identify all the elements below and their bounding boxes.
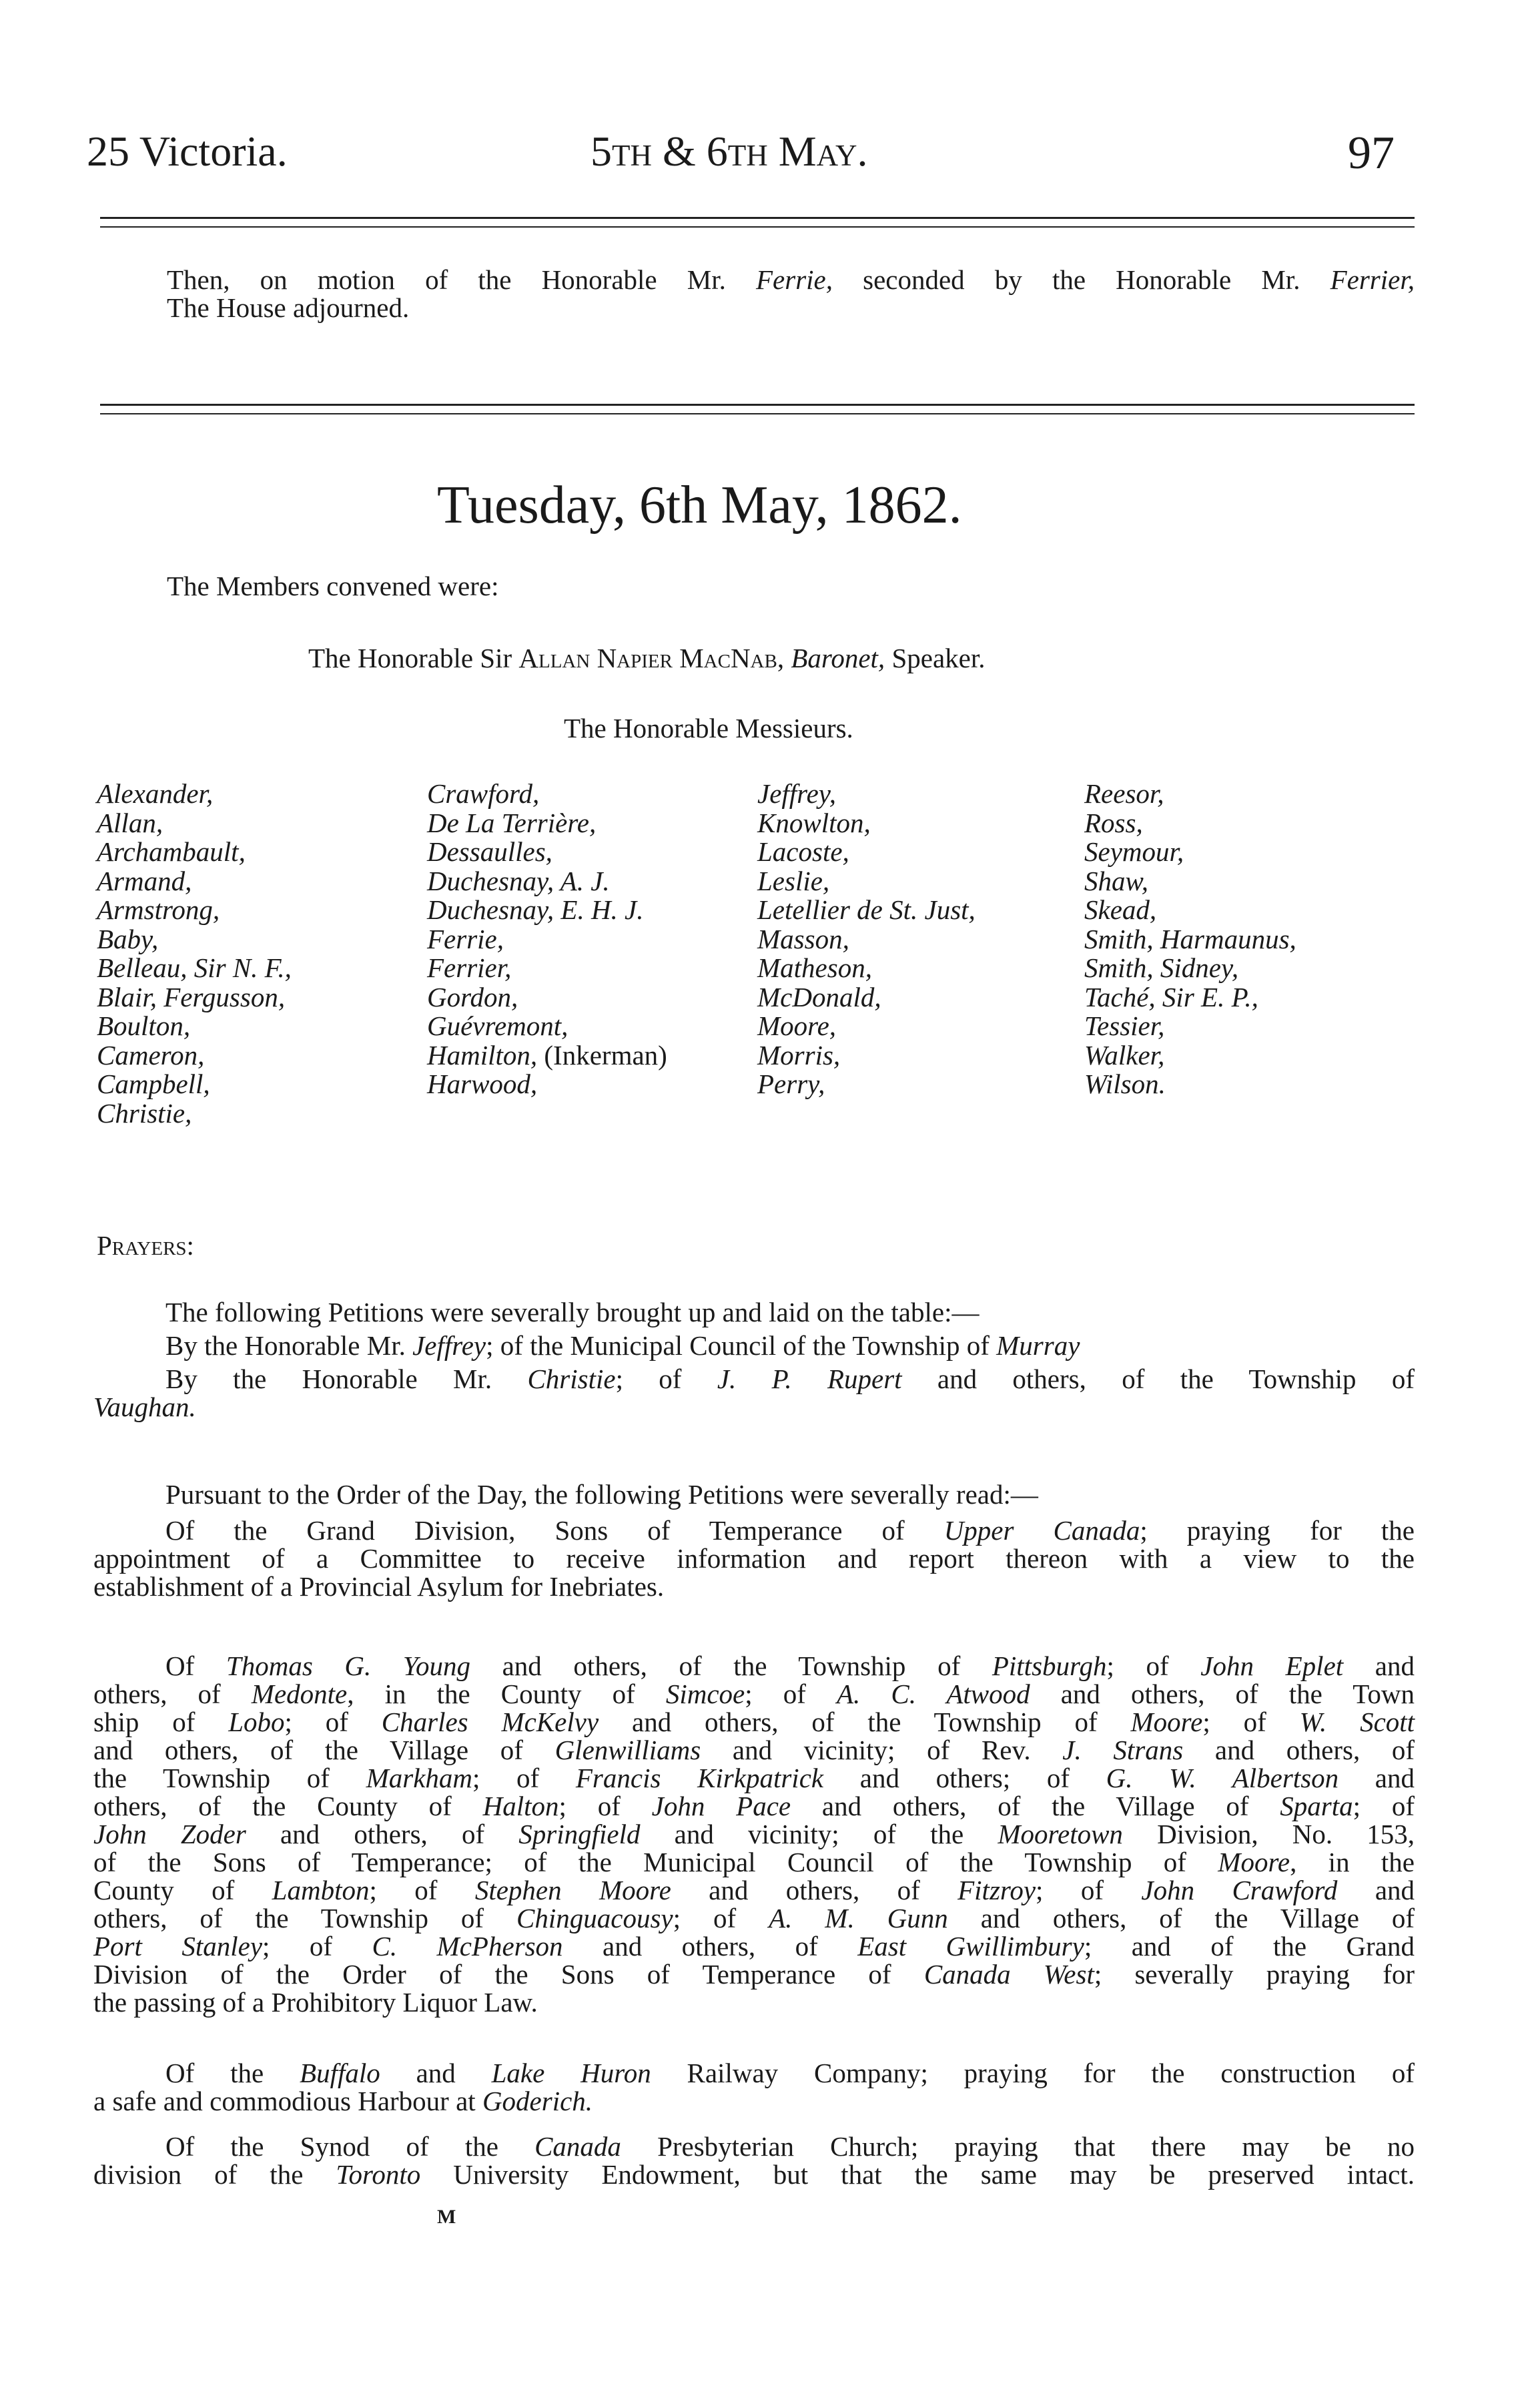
prohibitory-segment: ; of [558, 1791, 652, 1821]
prohibitory-line [93, 1988, 1415, 2016]
order-block [93, 1480, 1415, 1600]
synod-line-1: Of the Synod of the Canada Presbyterian Church; praying that there may be no [165, 2131, 1415, 2162]
prohibitory-segment: ship of [93, 1707, 229, 1737]
date-heading: Tuesday, 6th May, 1862. [437, 476, 962, 535]
prohibitory-segment: and others, of the Village of [947, 1903, 1415, 1933]
prohibitory-line [93, 1876, 1415, 1904]
prohibitory-segment: Moore [1130, 1707, 1203, 1737]
member-name: Gordon, [427, 981, 518, 1012]
member-name-with-note: Hamilton, (Inkerman) [427, 1039, 667, 1071]
page-number: 97 [1348, 127, 1395, 179]
member-name: Ferrier, [427, 952, 512, 983]
prohibitory-segment: Of [165, 1650, 226, 1681]
buffalo-line-2: a safe and commodious Harbour at Goderich. [93, 2086, 593, 2116]
member-name: Crawford, [427, 778, 540, 809]
prohibitory-segment: J. Strans [1062, 1735, 1184, 1765]
member-name: Alexander, [97, 778, 214, 809]
speaker-line: The Honorable Sir Allan Napier MacNab, Baronet, Speaker. [308, 643, 986, 673]
member-name: Knowlton, [757, 807, 871, 838]
prohibitory-segment: W. Scott [1299, 1707, 1415, 1737]
members-column-2 [427, 780, 667, 1099]
member-name: Allan, [97, 807, 163, 838]
grand-division-line-3: establishment of a Provincial Asylum for Inebriates. [93, 1571, 665, 1602]
prohibitory-segment: and others, of the Village of [93, 1735, 555, 1765]
prohibitory-segment: Chinguacousy [516, 1903, 673, 1933]
prohibitory-line [93, 1820, 1415, 1848]
prohibitory-line [93, 1904, 1415, 1932]
prohibitory-line [93, 1680, 1415, 1708]
prohibitory-segment: Canada West [923, 1959, 1094, 1990]
prohibitory-petitions-paragraph [93, 1652, 1415, 2016]
prohibitory-segment: Glenwilliams [554, 1735, 701, 1765]
prohibitory-segment: G. W. Albertson [1106, 1763, 1339, 1793]
prohibitory-segment: Division, No. 153, [1122, 1819, 1415, 1849]
prohibitory-segment: others, of the County of [93, 1791, 483, 1821]
prohibitory-segment: ; of [673, 1903, 769, 1933]
prohibitory-segment: Port Stanley [93, 1931, 263, 1962]
prohibitory-segment: Moore [1218, 1847, 1290, 1877]
member-name: Jeffrey, [757, 778, 836, 809]
prohibitory-segment: C. McPherson [372, 1931, 563, 1962]
prohibitory-segment: Division of the Order of the Sons of Temperance of [93, 1959, 924, 1990]
member-name: Walker, [1084, 1039, 1165, 1071]
running-header-left: 25 Victoria. [87, 127, 288, 175]
prohibitory-segment: and [1337, 1875, 1415, 1905]
prohibitory-segment: A. M. Gunn [769, 1903, 948, 1933]
prohibitory-segment: ; of [745, 1679, 837, 1709]
prohibitory-segment: John Eplet [1200, 1650, 1344, 1681]
prohibitory-segment: Pittsburgh [992, 1650, 1107, 1681]
member-note: (Inkerman) [544, 1039, 667, 1071]
prohibitory-segment: and others; of [823, 1763, 1106, 1793]
order-intro: Pursuant to the Order of the Day, the following Petitions were severally read:— [165, 1479, 1038, 1510]
member-name: Belleau, Sir N. F., [97, 952, 292, 983]
prohibitory-segment: Lobo [228, 1707, 285, 1737]
prohibitory-segment: and others, of [562, 1931, 858, 1962]
prohibitory-line [93, 1736, 1415, 1764]
member-name: Matheson, [757, 952, 872, 983]
prohibitory-segment: ; of [472, 1763, 576, 1793]
prohibitory-segment: others, of [93, 1679, 252, 1709]
prohibitory-segment: ; of [1106, 1650, 1201, 1681]
adjourn-line-1: Then, on motion of the Honorable Mr. Ferrie, seconded by the Honorable Mr. Ferrier, [167, 264, 1415, 295]
convened-line: The Members convened were: [167, 571, 499, 601]
member-name: Masson, [757, 923, 849, 954]
prohibitory-segment: Medonte [251, 1679, 348, 1709]
member-name: Ross, [1084, 807, 1143, 838]
member-name: Boulton, [97, 1010, 191, 1041]
member-name: Armstrong, [97, 894, 220, 925]
prayers-heading: Prayers: [97, 1230, 194, 1261]
prohibitory-segment: Mooretown [998, 1819, 1123, 1849]
prohibitory-line [93, 1652, 1415, 1680]
prohibitory-segment: ; of [1036, 1875, 1142, 1905]
petitions-intro: The following Petitions were severally brought up and laid on the table:— [165, 1297, 980, 1327]
member-name: Leslie, [757, 865, 830, 896]
prohibitory-segment: the Township of [93, 1763, 366, 1793]
buffalo-paragraph [93, 2059, 1415, 2115]
member-name: Duchesnay, E. H. J. [427, 894, 644, 925]
prohibitory-segment: Springfield [518, 1819, 641, 1849]
section-rule-bottom [100, 413, 1415, 414]
prohibitory-segment: ; of [262, 1931, 372, 1962]
member-name: Smith, Harmaunus, [1084, 923, 1296, 954]
prohibitory-segment: ; and of the Grand [1084, 1931, 1415, 1962]
messieurs-heading: The Honorable Messieurs. [564, 713, 853, 743]
member-name: Guévremont, [427, 1010, 568, 1041]
prohibitory-segment: John Pace [651, 1791, 791, 1821]
prohibitory-segment: , in the County of [347, 1679, 666, 1709]
member-name: Baby, [97, 923, 159, 954]
section-rule-top [100, 404, 1415, 406]
member-name: Campbell, [97, 1069, 210, 1099]
member-name: Reesor, [1084, 778, 1164, 809]
prohibitory-segment: and vicinity; of Rev. [701, 1735, 1063, 1765]
member-name: Perry, [757, 1069, 825, 1099]
prohibitory-segment: A. C. Atwood [836, 1679, 1030, 1709]
prohibitory-segment: County of [93, 1875, 272, 1905]
prohibitory-segment: and others, of the Township of [470, 1650, 992, 1681]
member-name: McDonald, [757, 981, 881, 1012]
prohibitory-line [93, 1960, 1415, 1988]
member-name: Seymour, [1084, 836, 1184, 867]
member-name: Blair, Fergusson, [97, 981, 286, 1012]
prohibitory-segment: John Zoder [93, 1819, 246, 1849]
prohibitory-segment: the passing of a Prohibitory Liquor Law. [93, 1987, 538, 2018]
header-rule-bottom [100, 226, 1415, 228]
prohibitory-segment: Stephen Moore [474, 1875, 671, 1905]
member-name: Wilson. [1084, 1069, 1166, 1099]
synod-line-2: division of the Toronto University Endowment, but that the same may be preserved intact. [93, 2159, 1415, 2190]
prohibitory-segment: Sparta [1280, 1791, 1353, 1821]
prohibitory-segment: Simcoe [665, 1679, 745, 1709]
prohibitory-segment: Francis Kirkpatrick [575, 1763, 824, 1793]
members-column-1 [97, 780, 292, 1128]
petitions-block [93, 1298, 1415, 1421]
member-name: Taché, Sir E. P., [1084, 981, 1258, 1012]
prohibitory-line [93, 1764, 1415, 1792]
member-name: Smith, Sidney, [1084, 952, 1239, 983]
petition-jeffrey: By the Honorable Mr. Jeffrey; of the Municipal Council of the Township of Murray [165, 1330, 1080, 1361]
prohibitory-segment: ; of [1353, 1791, 1415, 1821]
header-rule-top [100, 217, 1415, 219]
prohibitory-segment: Halton [482, 1791, 559, 1821]
prohibitory-segment: Thomas G. Young [226, 1650, 470, 1681]
prohibitory-segment: and others, of [1183, 1735, 1415, 1765]
member-name: Armand, [97, 865, 192, 896]
adjourn-line-2: The House adjourned. [167, 292, 410, 323]
prohibitory-segment: ; severally praying for [1094, 1959, 1415, 1990]
prohibitory-segment: of the Sons of Temperance; of the Municipal Council of the Township of [93, 1847, 1218, 1877]
grand-division-line-1: Of the Grand Division, Sons of Temperance of Upper Canada; praying for the [165, 1515, 1415, 1546]
member-name: Tessier, [1084, 1010, 1165, 1041]
prohibitory-line [93, 1792, 1415, 1820]
member-name: Archambault, [97, 836, 246, 867]
petition-christie: By the Honorable Mr. Christie; of J. P. Rupert and others, of the Township of [165, 1364, 1415, 1394]
prohibitory-segment: and others, of the Village of [791, 1791, 1280, 1821]
member-name: Dessaulles, [427, 836, 552, 867]
prohibitory-line [93, 1708, 1415, 1736]
member-name: Duchesnay, A. J. [427, 865, 610, 896]
member-name: Morris, [757, 1039, 841, 1071]
prohibitory-segment: others, of the Township of [93, 1903, 517, 1933]
prohibitory-segment: East Gwillimbury [857, 1931, 1084, 1962]
prohibitory-segment: Lambton [272, 1875, 370, 1905]
synod-paragraph [93, 2132, 1415, 2188]
member-name: Cameron, [97, 1039, 205, 1071]
adjourn-paragraph [167, 266, 1415, 322]
running-header-center: 5th & 6th May. [591, 127, 868, 175]
prohibitory-segment: ; of [1202, 1707, 1300, 1737]
member-name: De La Terrière, [427, 807, 597, 838]
prohibitory-segment: Markham [366, 1763, 473, 1793]
prohibitory-segment: ; of [369, 1875, 475, 1905]
member-name: Shaw, [1084, 865, 1149, 896]
prohibitory-segment: and vicinity; of the [640, 1819, 998, 1849]
prohibitory-segment: ; of [284, 1707, 382, 1737]
grand-division-line-2: appointment of a Committee to receive information and report thereon with a view to the [93, 1543, 1415, 1574]
members-column-3 [757, 780, 976, 1099]
prohibitory-segment: , in the [1290, 1847, 1415, 1877]
member-name: Christie, [97, 1097, 192, 1129]
signature-mark: M [437, 2206, 456, 2228]
prohibitory-segment: and others, of [246, 1819, 519, 1849]
prohibitory-line [93, 1932, 1415, 1960]
members-column-4 [1084, 780, 1296, 1099]
prohibitory-line [93, 1848, 1415, 1876]
prohibitory-segment: and others, of the Town [1030, 1679, 1415, 1709]
prohibitory-segment: John Crawford [1141, 1875, 1338, 1905]
member-name: Moore, [757, 1010, 837, 1041]
member-name: Harwood, [427, 1069, 538, 1099]
member-name: Lacoste, [757, 836, 849, 867]
member-name: Letellier de St. Just, [757, 894, 976, 925]
prohibitory-segment: Charles McKelvy [381, 1707, 599, 1737]
prohibitory-segment: and [1343, 1650, 1415, 1681]
prohibitory-segment: and others, of the Township of [599, 1707, 1131, 1737]
prohibitory-segment: and [1338, 1763, 1415, 1793]
member-name: Skead, [1084, 894, 1157, 925]
buffalo-line-1: Of the Buffalo and Lake Huron Railway Company; praying for the construction of [165, 2058, 1415, 2088]
prohibitory-segment: and others, of [671, 1875, 958, 1905]
petition-christie-township: Vaughan. [93, 1392, 196, 1422]
member-name: Ferrie, [427, 923, 504, 954]
prohibitory-segment: Fitzroy [957, 1875, 1036, 1905]
